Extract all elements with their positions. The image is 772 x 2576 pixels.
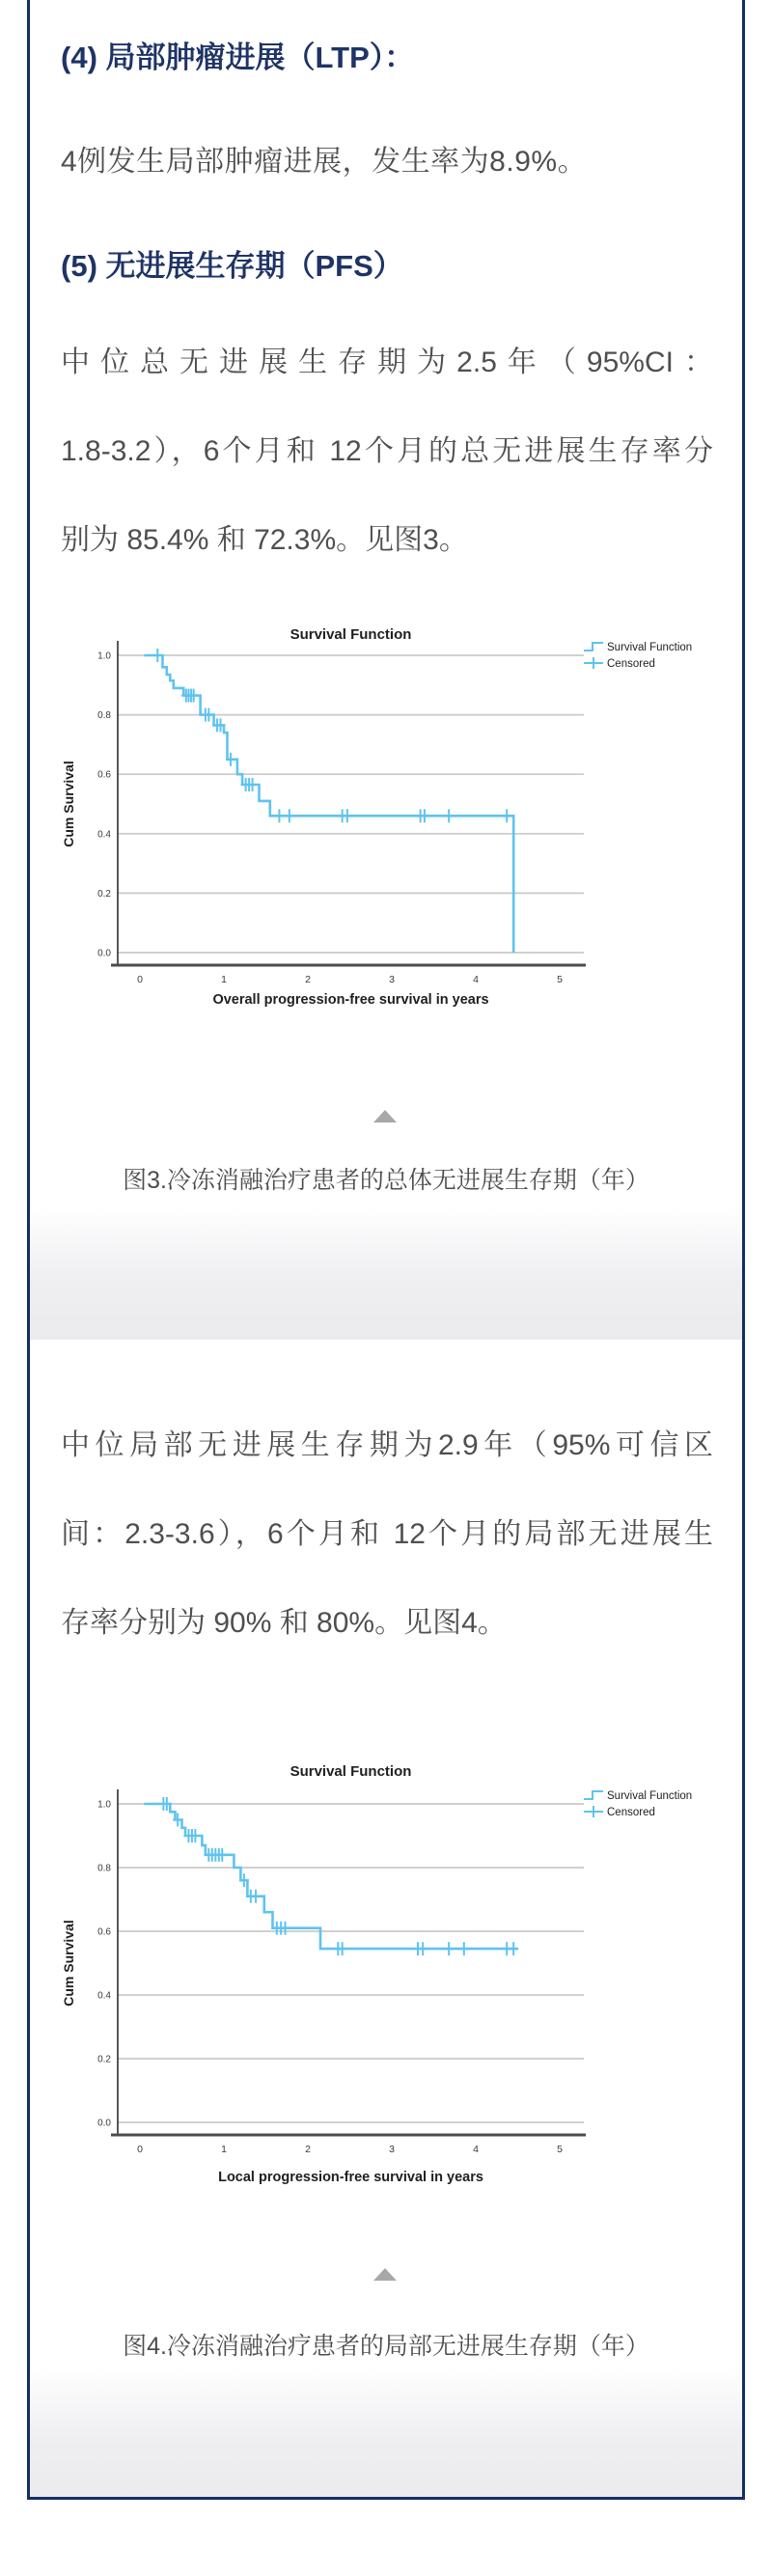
local-pfs-paragraph — [61, 1401, 713, 1668]
x-axis-label: Local progression-free survival in years — [218, 2170, 483, 2185]
km-curve — [144, 1804, 517, 1949]
collapse-triangle-icon — [373, 1110, 397, 1122]
paragraph-line: 1.8-3.2），6个月和 12个月的总无进展生存率分 — [61, 435, 713, 467]
y-tick-label: 0.2 — [97, 888, 111, 900]
km-survival-plot — [58, 618, 714, 1013]
ltp-paragraph: 4例发生局部肿瘤进展，发生率为8.9%。 — [61, 146, 588, 178]
chart-title: Survival Function — [290, 626, 412, 643]
section-heading-pfs: (5) 无进展生存期（PFS） — [61, 249, 403, 283]
x-tick-label: 2 — [305, 2144, 311, 2155]
y-tick-label: 0.8 — [97, 710, 111, 722]
legend-label: Censored — [607, 1807, 655, 1818]
y-tick-label: 0.2 — [97, 2054, 111, 2065]
legend-step-symbol — [584, 1791, 603, 1799]
content-card — [27, 0, 745, 2500]
overall-pfs-paragraph — [61, 319, 713, 585]
legend-label: Censored — [607, 658, 655, 670]
x-axis-label: Overall progression-free survival in years — [212, 992, 489, 1008]
section-divider-band — [30, 1206, 742, 1340]
x-tick-label: 5 — [557, 974, 563, 985]
y-tick-label: 0.8 — [97, 1863, 111, 1874]
y-axis-label: Cum Survival — [61, 761, 76, 847]
y-tick-label: 0.4 — [97, 829, 111, 841]
km-curve — [144, 655, 513, 953]
y-tick-label: 1.0 — [97, 1799, 111, 1811]
paragraph-line: 存率分别为 90% 和 80%。见图4。 — [61, 1607, 507, 1639]
legend-label: Survival Function — [607, 642, 693, 653]
x-tick-label: 0 — [137, 2144, 143, 2155]
figure4-local-pfs-chart — [58, 1753, 714, 2199]
y-tick-label: 0.0 — [97, 948, 111, 959]
x-tick-label: 4 — [473, 974, 479, 985]
x-tick-label: 2 — [305, 974, 311, 985]
x-tick-label: 3 — [389, 2144, 395, 2155]
section-heading-ltp: (4) 局部肿瘤进展（LTP）： — [61, 41, 415, 74]
paragraph-line: 中位总无进展生存期为2.5年（95%CI： — [61, 346, 713, 378]
y-axis-label: Cum Survival — [61, 1920, 76, 2007]
y-tick-label: 0.0 — [97, 2118, 111, 2129]
x-tick-label: 1 — [221, 974, 227, 985]
figure4-caption: 图4.冷冻消融治疗患者的局部无进展生存期（年） — [123, 2333, 649, 2360]
y-tick-label: 0.6 — [97, 1926, 111, 1938]
y-tick-label: 0.4 — [97, 1990, 111, 2002]
km-survival-plot — [58, 1753, 714, 2199]
legend-label: Survival Function — [607, 1790, 693, 1802]
x-tick-label: 5 — [557, 2144, 563, 2155]
collapse-triangle-icon — [373, 2268, 397, 2281]
y-tick-label: 1.0 — [97, 651, 111, 662]
section-divider-band — [30, 2367, 742, 2497]
figure3-caption: 图3.冷冻消融治疗患者的总体无进展生存期（年） — [123, 1167, 649, 1194]
figure3-overall-pfs-chart — [58, 618, 714, 1013]
y-tick-label: 0.6 — [97, 769, 111, 781]
x-tick-label: 3 — [389, 974, 395, 985]
paragraph-line: 别为 85.4% 和 72.3%。见图3。 — [61, 524, 468, 556]
x-tick-label: 0 — [137, 974, 143, 985]
paragraph-line: 间：2.3-3.6），6个月和 12个月的局部无进展生 — [61, 1518, 713, 1550]
x-tick-label: 4 — [473, 2144, 479, 2155]
x-tick-label: 1 — [221, 2144, 227, 2155]
paragraph-line: 中位局部无进展生存期为2.9年（95%可信区 — [61, 1429, 713, 1461]
legend-step-symbol — [584, 643, 603, 651]
chart-title: Survival Function — [290, 1763, 412, 1780]
